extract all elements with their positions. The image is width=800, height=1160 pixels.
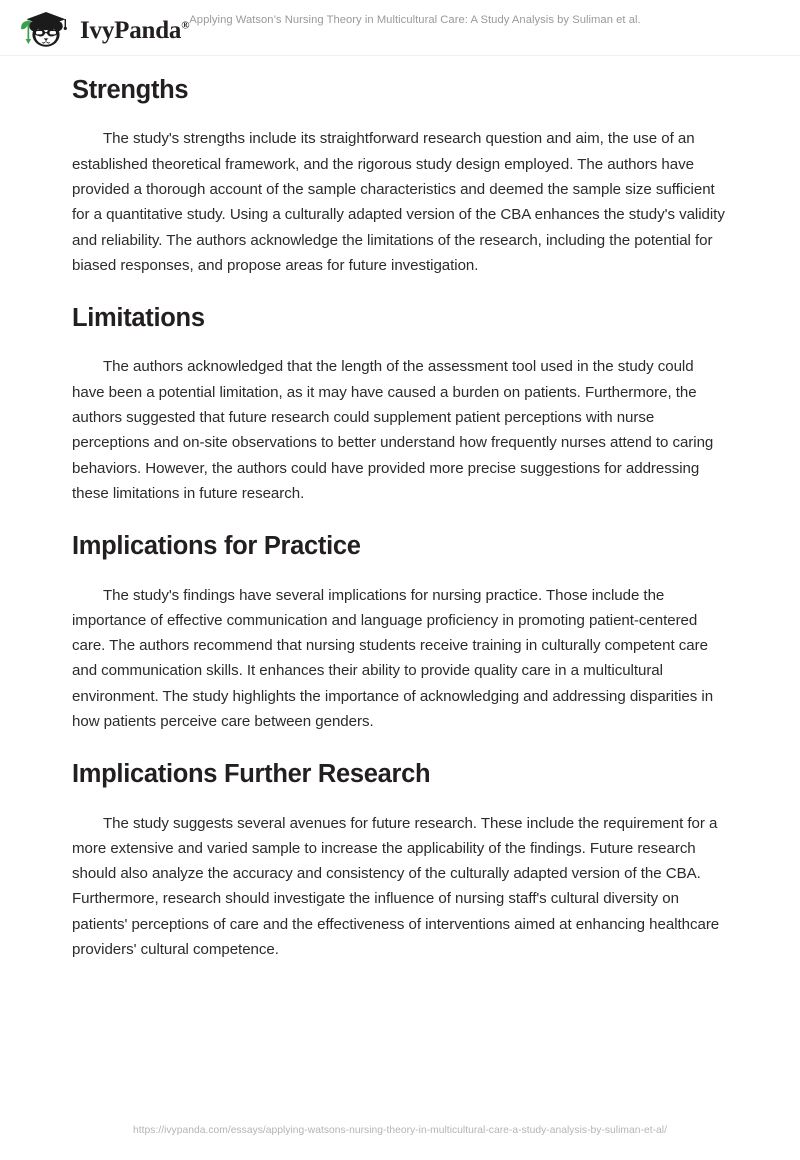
section-paragraph-implications-further-research: The study suggests several avenues for future research. These include the requirement for a more extensive and varied sample to increase the applicability of the findings. Future research should also analyze the accuracy and consistency of the culturally adapted version of the CBA. Furthermore, research should investigate the influence of nursing staff's cultural diversity on patients' perceptions of care and the effectiveness of interventions aimed at enhancing healthcare providers' cultural competence. (72, 814, 720, 959)
section-paragraph-strengths: The study's strengths include its straightforward research question and aim, the use of an established theoretical framework, and the rigorous study design employed. The authors have provided a thorough account of the sample characteristics and deemed the sample size sufficient for a quantitative study. Using a culturally adapted version of the CBA enhances the study's validity and reliability. The authors acknowledge the limitations of the research, including the potential for biased responses, and propose areas for future investigation. (72, 130, 725, 274)
section-heading-limitations: Limitations (72, 304, 205, 333)
page-footer (0, 1120, 800, 1138)
brand-name-text: IvyPanda (80, 16, 182, 44)
section-heading-implications-further-research: Implications Further Research (72, 760, 431, 789)
section-paragraph-implications-for-practice: The study's findings have several implications for nursing practice. Those include the importance of effective communication and language proficiency in promoting patient-centered care. The authors recommend that nursing students receive training in culturally competent care and communication skills. It enhances their ability to provide quality care in a multicultural environment. The study highlights the importance of acknowledging and addressing disparities in how patients perceive care between genders. (72, 586, 714, 730)
section-paragraph-limitations: The authors acknowledged that the length of the assessment tool used in the study could have been a potential limitation, as it may have caused a burden on patients. Furthermore, the authors suggested that future research could supplement patient perceptions with nurse perceptions and on-site observations to better understand how frequently nurses attend to caring behaviors. However, the authors could have provided more precise suggestions for addressing these limitations in future research. (72, 358, 714, 502)
registered-mark: ® (181, 19, 190, 32)
document-body (0, 56, 800, 962)
section-heading-strengths: Strengths (72, 76, 189, 104)
document-title: Applying Watson’s Nursing Theory in Multicultural Care: A Study Analysis by Suliman et al. (189, 14, 641, 26)
source-url[interactable]: https://ivypanda.com/essays/applying-watsons-nursing-theory-in-multicultural-care-a-study-analysis-by-suliman-et-al/ (133, 1125, 667, 1136)
page-header (0, 0, 800, 56)
section-heading-implications-for-practice: Implications for Practice (72, 532, 361, 561)
